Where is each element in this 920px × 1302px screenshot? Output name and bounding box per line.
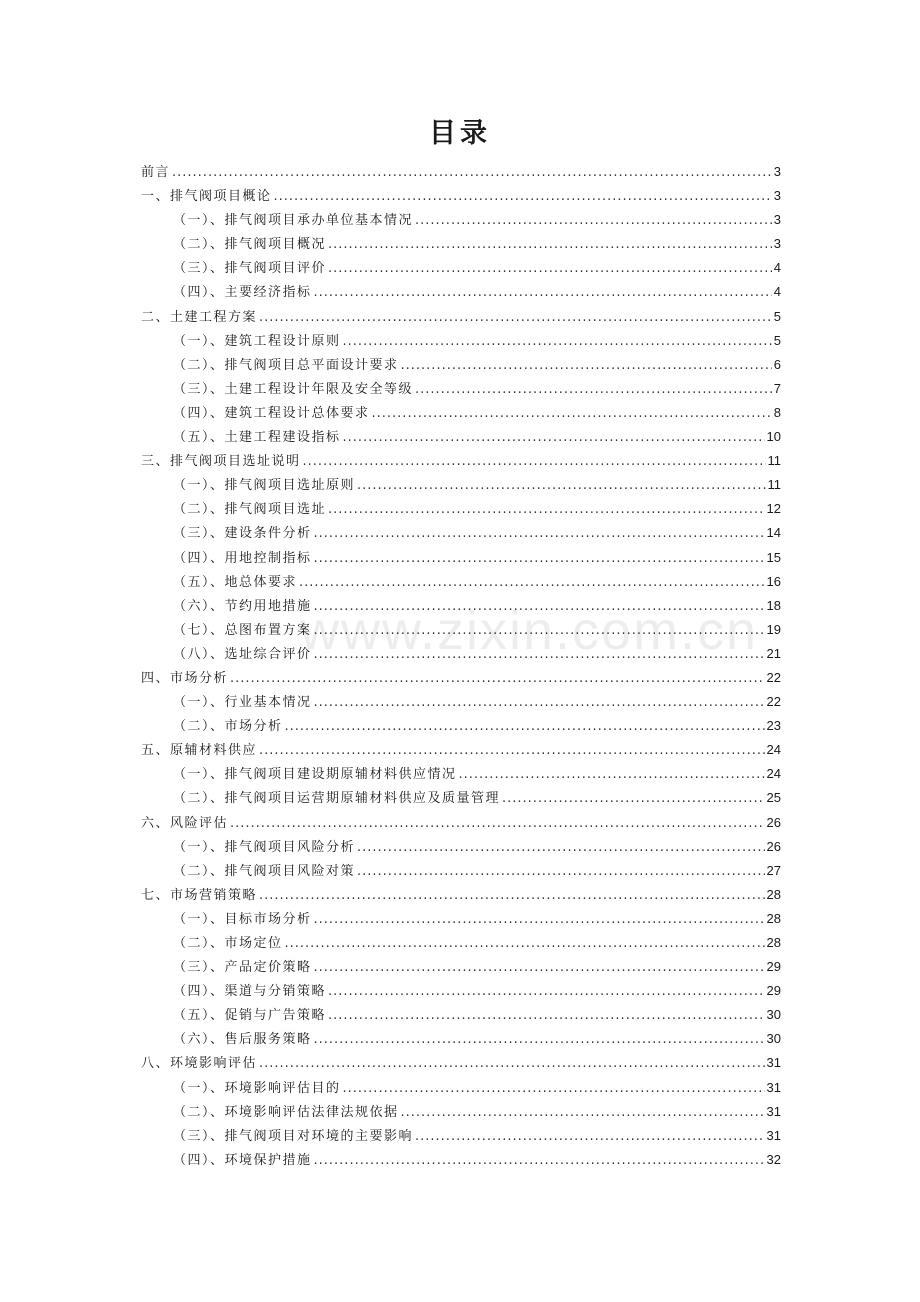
toc-page-number: 28 bbox=[766, 886, 781, 902]
toc-dot-leader bbox=[328, 1004, 765, 1028]
toc-dot-leader bbox=[415, 1125, 765, 1149]
toc-dot-leader bbox=[357, 860, 765, 884]
toc-entry-label: （一）、行业基本情况 bbox=[173, 695, 312, 711]
toc-page-number: 6 bbox=[773, 356, 781, 372]
toc-dot-leader bbox=[343, 1077, 765, 1101]
toc-page-number: 25 bbox=[766, 790, 781, 806]
toc-page-number: 7 bbox=[773, 380, 781, 396]
toc-entry-label: （二）、排气阀项目选址 bbox=[173, 502, 327, 518]
toc-page-number: 26 bbox=[766, 838, 781, 854]
toc-entry-label: 前言 bbox=[141, 165, 171, 180]
toc-page-number: 26 bbox=[766, 814, 781, 830]
toc-entry-label: （五）、促销与广告策略 bbox=[173, 1008, 327, 1024]
toc-page-number: 5 bbox=[773, 308, 781, 324]
toc-dot-leader bbox=[274, 185, 772, 209]
toc-page-number: 31 bbox=[766, 1127, 781, 1143]
toc-entry-label: （一）、排气阀项目选址原则 bbox=[173, 478, 356, 494]
toc-subsection-entry[interactable] bbox=[141, 232, 781, 256]
toc-entry-label: 八、环境影响评估 bbox=[141, 1056, 258, 1072]
toc-section-entry[interactable] bbox=[141, 449, 781, 473]
toc-section-entry[interactable] bbox=[141, 184, 781, 208]
toc-subsection-entry[interactable] bbox=[141, 521, 781, 545]
toc-subsection-entry[interactable] bbox=[141, 714, 781, 738]
toc-subsection-entry[interactable] bbox=[141, 256, 781, 280]
toc-page-number: 22 bbox=[766, 669, 781, 685]
toc-entry-label: （三）、产品定价策略 bbox=[173, 960, 312, 976]
toc-page-number: 11 bbox=[767, 453, 781, 469]
toc-dot-leader bbox=[299, 571, 765, 595]
toc-dot-leader bbox=[401, 1101, 765, 1125]
toc-subsection-entry[interactable] bbox=[141, 280, 781, 304]
toc-page-number: 23 bbox=[766, 718, 781, 734]
toc-subsection-entry[interactable] bbox=[141, 1148, 781, 1172]
toc-section-entry[interactable] bbox=[141, 666, 781, 690]
toc-dot-leader bbox=[314, 1028, 765, 1052]
toc-dot-leader bbox=[172, 161, 772, 185]
toc-subsection-entry[interactable] bbox=[141, 955, 781, 979]
toc-dot-leader bbox=[314, 691, 765, 715]
toc-entry-label: （一）、环境影响评估目的 bbox=[173, 1080, 341, 1096]
toc-dot-leader bbox=[314, 643, 765, 667]
toc-subsection-entry[interactable] bbox=[141, 618, 781, 642]
toc-page-number: 21 bbox=[766, 645, 781, 661]
toc-entry-label: （二）、排气阀项目概况 bbox=[173, 237, 327, 253]
toc-dot-leader bbox=[415, 378, 772, 402]
toc-entry-label: 六、风险评估 bbox=[141, 815, 229, 831]
toc-subsection-entry[interactable] bbox=[141, 473, 781, 497]
toc-page-number: 24 bbox=[766, 766, 781, 782]
toc-subsection-entry[interactable] bbox=[141, 329, 781, 353]
toc-dot-leader bbox=[314, 619, 765, 643]
toc-subsection-entry[interactable] bbox=[141, 907, 781, 931]
toc-entry-label: （三）、排气阀项目评价 bbox=[173, 261, 327, 277]
toc-entry-label: （六）、节约用地措施 bbox=[173, 598, 312, 614]
toc-dot-leader bbox=[343, 330, 772, 354]
toc-page-number: 31 bbox=[766, 1055, 781, 1071]
toc-dot-leader bbox=[259, 739, 765, 763]
toc-entry-label: （一）、排气阀项目承办单位基本情况 bbox=[173, 213, 414, 229]
toc-entry-label: 一、排气阀项目概论 bbox=[141, 189, 272, 205]
toc-page-number: 31 bbox=[766, 1103, 781, 1119]
toc-section-entry[interactable] bbox=[141, 811, 781, 835]
toc-dot-leader bbox=[259, 884, 765, 908]
toc-page-number: 19 bbox=[766, 621, 781, 637]
toc-dot-leader bbox=[314, 908, 765, 932]
toc-entry-label: （一）、排气阀项目建设期原辅材料供应情况 bbox=[173, 767, 457, 783]
toc-entry-label: （五）、土建工程建设指标 bbox=[173, 430, 341, 446]
toc-subsection-entry[interactable] bbox=[141, 208, 781, 232]
toc-dot-leader bbox=[314, 281, 772, 305]
toc-page-number: 16 bbox=[766, 573, 781, 589]
toc-entry-label: （二）、排气阀项目总平面设计要求 bbox=[173, 357, 399, 373]
toc-dot-leader bbox=[314, 1149, 765, 1173]
toc-entry-label: （一）、目标市场分析 bbox=[173, 911, 312, 927]
toc-entry-label: （八）、选址综合评价 bbox=[173, 646, 312, 662]
toc-entry-label: （六）、售后服务策略 bbox=[173, 1032, 312, 1048]
toc-dot-leader bbox=[401, 354, 772, 378]
toc-dot-leader bbox=[314, 595, 765, 619]
toc-page-number: 8 bbox=[773, 404, 781, 420]
toc-entry-label: （三）、排气阀项目对环境的主要影响 bbox=[173, 1128, 414, 1144]
toc-page-number: 10 bbox=[766, 429, 781, 445]
toc-dot-leader bbox=[328, 257, 772, 281]
toc-section-entry[interactable] bbox=[141, 1051, 781, 1075]
toc-entry-label: （一）、建筑工程设计原则 bbox=[173, 333, 341, 349]
toc-entry-label: 四、市场分析 bbox=[141, 670, 229, 686]
toc-dot-leader bbox=[415, 209, 772, 233]
toc-entry-label: （四）、用地控制指标 bbox=[173, 550, 312, 566]
toc-entry-label: （一）、排气阀项目风险分析 bbox=[173, 839, 356, 855]
toc-dot-leader bbox=[259, 1052, 765, 1076]
toc-section-entry[interactable] bbox=[141, 738, 781, 762]
toc-dot-leader bbox=[459, 763, 765, 787]
toc-subsection-entry[interactable] bbox=[141, 931, 781, 955]
toc-entry-label: （七）、总图布置方案 bbox=[173, 622, 312, 638]
toc-entry-label: （三）、建设条件分析 bbox=[173, 526, 312, 542]
toc-entry-label: （二）、排气阀项目运营期原辅材料供应及质量管理 bbox=[173, 791, 501, 807]
toc-page-number: 4 bbox=[773, 284, 781, 300]
toc-page-number: 29 bbox=[766, 983, 781, 999]
toc-entry-label: （四）、渠道与分销策略 bbox=[173, 984, 327, 1000]
toc-dot-leader bbox=[259, 306, 772, 330]
toc-subsection-entry[interactable] bbox=[141, 979, 781, 1003]
toc-page-number: 4 bbox=[773, 260, 781, 276]
toc-dot-leader bbox=[357, 474, 765, 498]
toc-section-entry[interactable] bbox=[141, 160, 781, 184]
toc-entry-label: 二、土建工程方案 bbox=[141, 309, 258, 325]
toc-entry-label: （二）、环境影响评估法律法规依据 bbox=[173, 1104, 399, 1120]
toc-subsection-entry[interactable] bbox=[141, 1076, 781, 1100]
toc-title: 目录 bbox=[429, 118, 491, 149]
toc-subsection-entry[interactable] bbox=[141, 570, 781, 594]
toc-entry-label: （五）、地总体要求 bbox=[173, 574, 298, 590]
toc-dot-leader bbox=[314, 956, 765, 980]
toc-dot-leader bbox=[285, 715, 765, 739]
toc-subsection-entry[interactable] bbox=[141, 835, 781, 859]
toc-dot-leader bbox=[230, 667, 765, 691]
toc-dot-leader bbox=[303, 450, 766, 474]
toc-page-number: 15 bbox=[766, 549, 781, 565]
toc-dot-leader bbox=[314, 547, 765, 571]
toc-page-number: 14 bbox=[766, 525, 781, 541]
toc-page-number: 11 bbox=[767, 477, 781, 493]
toc-page-number: 28 bbox=[766, 910, 781, 926]
toc-section-entry[interactable] bbox=[141, 883, 781, 907]
toc-subsection-entry[interactable] bbox=[141, 1124, 781, 1148]
toc-page-number: 3 bbox=[773, 212, 781, 228]
toc-subsection-entry[interactable] bbox=[141, 1100, 781, 1124]
toc-page-number: 24 bbox=[766, 742, 781, 758]
toc-dot-leader bbox=[328, 980, 765, 1004]
toc-subsection-entry[interactable] bbox=[141, 762, 781, 786]
table-of-contents bbox=[141, 160, 781, 1172]
toc-subsection-entry[interactable] bbox=[141, 690, 781, 714]
toc-page-number: 31 bbox=[766, 1079, 781, 1095]
toc-page-number: 27 bbox=[766, 862, 781, 878]
toc-dot-leader bbox=[328, 498, 765, 522]
toc-dot-leader bbox=[230, 812, 765, 836]
toc-subsection-entry[interactable] bbox=[141, 1003, 781, 1027]
toc-entry-label: 三、排气阀项目选址说明 bbox=[141, 454, 301, 470]
toc-dot-leader bbox=[357, 836, 765, 860]
toc-dot-leader bbox=[314, 522, 765, 546]
toc-subsection-entry[interactable] bbox=[141, 546, 781, 570]
toc-dot-leader bbox=[502, 787, 765, 811]
toc-entry-label: （四）、主要经济指标 bbox=[173, 285, 312, 301]
toc-subsection-entry[interactable] bbox=[141, 594, 781, 618]
toc-subsection-entry[interactable] bbox=[141, 497, 781, 521]
toc-subsection-entry[interactable] bbox=[141, 786, 781, 810]
toc-subsection-entry[interactable] bbox=[141, 425, 781, 449]
toc-section-entry[interactable] bbox=[141, 305, 781, 329]
toc-subsection-entry[interactable] bbox=[141, 1027, 781, 1051]
toc-page-number: 12 bbox=[766, 501, 781, 517]
toc-entry-label: 五、原辅材料供应 bbox=[141, 743, 258, 759]
toc-dot-leader bbox=[285, 932, 765, 956]
toc-dot-leader bbox=[328, 233, 772, 257]
toc-subsection-entry[interactable] bbox=[141, 377, 781, 401]
toc-entry-label: （二）、市场分析 bbox=[173, 719, 283, 735]
toc-page-number: 22 bbox=[766, 694, 781, 710]
toc-entry-label: （四）、环境保护措施 bbox=[173, 1152, 312, 1168]
toc-dot-leader bbox=[372, 402, 772, 426]
toc-page-number: 3 bbox=[773, 188, 781, 204]
toc-page-number: 29 bbox=[766, 959, 781, 975]
toc-entry-label: （二）、市场定位 bbox=[173, 936, 283, 951]
toc-page-number: 18 bbox=[766, 597, 781, 613]
toc-entry-label: （三）、土建工程设计年限及安全等级 bbox=[173, 381, 414, 397]
toc-entry-label: 七、市场营销策略 bbox=[141, 887, 258, 903]
watermark: www.zixin.com.cn bbox=[300, 601, 759, 661]
toc-dot-leader bbox=[343, 426, 765, 450]
toc-entry-label: （二）、排气阀项目风险对策 bbox=[173, 863, 356, 879]
toc-page-number: 5 bbox=[773, 332, 781, 348]
toc-page-number: 30 bbox=[766, 1031, 781, 1047]
toc-subsection-entry[interactable] bbox=[141, 401, 781, 425]
toc-page-number: 28 bbox=[766, 935, 781, 950]
toc-page-number: 32 bbox=[766, 1151, 781, 1167]
toc-subsection-entry[interactable] bbox=[141, 642, 781, 666]
toc-page-number: 3 bbox=[773, 164, 781, 179]
toc-subsection-entry[interactable] bbox=[141, 859, 781, 883]
toc-subsection-entry[interactable] bbox=[141, 353, 781, 377]
toc-page-number: 30 bbox=[766, 1007, 781, 1023]
toc-entry-label: （四）、建筑工程设计总体要求 bbox=[173, 405, 370, 421]
toc-page-number: 3 bbox=[773, 236, 781, 252]
